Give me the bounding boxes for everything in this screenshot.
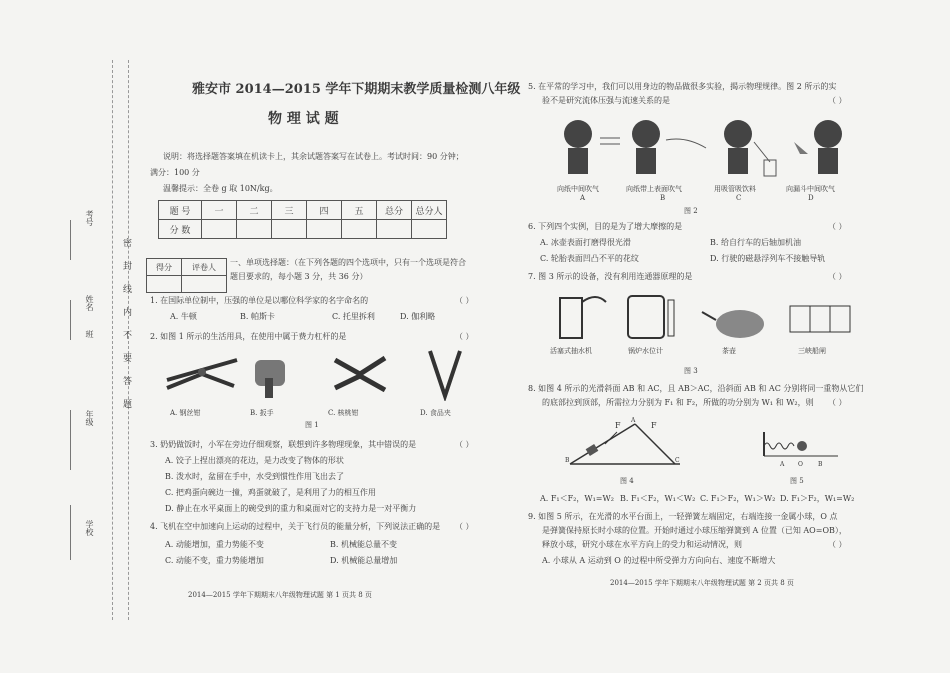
fig1-label-b: B. 扳手 (250, 409, 274, 417)
fig5-caption: 图 5 (790, 477, 804, 485)
exam-title: 雅安市 2014—2015 学年下期期末教学质量检测八年级 (192, 82, 521, 97)
wrench-figure (247, 352, 297, 400)
fig2-caption: 图 2 (684, 207, 698, 215)
table-cell: 分 数 (159, 220, 202, 239)
score-table (158, 200, 447, 239)
question-3: 3. 奶奶做饭时，小军在旁边仔细观察，联想到许多物理现象，其中错误的是 (150, 440, 417, 449)
name-label: 姓名 (85, 295, 94, 311)
subject-title: 物 理 试 题 (268, 111, 339, 127)
fig3-label-teapot: 茶壶 (722, 347, 736, 355)
q4-option-c: C. 动能不变，重力势能增加 (165, 556, 264, 565)
svg-text:C: C (675, 457, 680, 464)
q3-option-c: C. 把鸡蛋向碗边一撞，鸡蛋就破了，是利用了力的相互作用 (165, 488, 376, 497)
answer-paren[interactable]: （ ） (455, 296, 474, 305)
svg-text:O: O (798, 461, 803, 468)
binding-line-2 (112, 60, 113, 620)
answer-paren[interactable]: （ ） (828, 272, 847, 281)
fig2-letter-c: C (736, 194, 742, 202)
fig1-caption: 图 1 (305, 421, 319, 429)
score-table-header-row (159, 201, 447, 220)
tip-note: 温馨提示：全卷 g 取 10N/kg。 (163, 184, 278, 193)
table-cell: 二 (237, 201, 272, 220)
fig2-letter-a: A (580, 194, 586, 202)
left-footer: 2014—2015 学年下期期末八年级物理试题 第 1 页共 8 页 (188, 591, 372, 599)
fig3-caption: 图 3 (684, 367, 698, 375)
table-cell: 总分 (377, 201, 412, 220)
question-9-line2: 是弹簧保持原长时小球的位置。开始时通过小球压缩弹簧到 A 位置（已知 AO=OB）， (542, 526, 847, 535)
answer-paren[interactable]: （ ） (828, 96, 847, 105)
q3-option-b: B. 泼水时，盆留在手中，水受到惯性作用飞出去了 (165, 472, 344, 481)
figure-5-spring (760, 428, 840, 468)
answer-paren[interactable]: （ ） (828, 540, 847, 549)
answer-paren[interactable]: （ ） (828, 222, 847, 231)
grade-label: 年级 (85, 410, 94, 426)
answer-paren[interactable]: （ ） (455, 440, 474, 449)
answer-paren[interactable]: （ ） (455, 332, 474, 341)
score-input-cell[interactable] (377, 220, 412, 239)
question-4: 4. 飞机在空中加速向上运动的过程中，关于飞行员的能量分析，下列说法正确的是 (150, 522, 441, 531)
question-5-line2: 验不是研究流体压强与流速关系的是 (542, 96, 670, 105)
table-cell: 总分人 (412, 201, 447, 220)
seal-text: 密封线内不要答题 (121, 238, 131, 422)
score-input-cell[interactable] (182, 276, 227, 293)
q4-option-d: D. 机械能总量增加 (330, 556, 398, 565)
q3-option-a: A. 饺子上捏出漂亮的花边，是力改变了物体的形状 (165, 456, 344, 465)
fig3-label-boiler: 锅炉水位计 (628, 347, 663, 355)
table-cell: 评卷人 (182, 259, 227, 276)
food-tongs-figure (420, 346, 470, 401)
q8-option-d: D. F₁＞F₂，W₁=W₂ (780, 494, 855, 503)
question-9: 9. 如图 5 所示，在光滑的水平台面上，一轻弹簧左端固定，右端连接一金属小球，O 点 (528, 512, 838, 521)
q8-option-c: C. F₁＞F₂，W₁＞W₂ (700, 494, 776, 503)
fig1-label-a: A. 钢丝钳 (170, 409, 201, 417)
q9-option-a: A. 小球从 A 运动到 O 的过程中所受弹力方向向右、速度不断增大 (542, 556, 776, 565)
fig2-label-b: 向纸带上表面吹气 (626, 185, 682, 193)
q6-option-a: A. 冰壶表面打磨得很光滑 (540, 238, 631, 247)
question-7: 7. 图 3 所示的设备，没有利用连通器原理的是 (528, 272, 693, 281)
svg-text:B: B (565, 457, 570, 464)
instructions: 说明：将选择题答案填在机读卡上，其余试题答案写在试卷上。考试时间：90 分钟； (163, 152, 464, 161)
table-cell: 四 (307, 201, 342, 220)
q1-option-b: B. 帕斯卡 (240, 312, 275, 321)
fig2-letter-b: B (660, 194, 666, 202)
question-5: 5. 在平常的学习中，我们可以用身边的物品做很多实验，揭示物理规律。图 2 所示的实 (528, 82, 837, 91)
fig3-label-pump: 活塞式抽水机 (550, 347, 592, 355)
table-cell: 五 (342, 201, 377, 220)
school-label: 学校 (85, 520, 94, 536)
answer-paren[interactable]: （ ） (828, 398, 847, 407)
q1-option-a: A. 牛顿 (170, 312, 197, 321)
table-cell: 得分 (147, 259, 182, 276)
q6-option-c: C. 轮胎表面凹凸不平的花纹 (540, 254, 639, 263)
fig4-caption: 图 4 (620, 477, 634, 485)
table-cell: 一 (202, 201, 237, 220)
fig2-letter-d: D (808, 194, 814, 202)
table-cell: 题 号 (159, 201, 202, 220)
score-input-cell[interactable] (272, 220, 307, 239)
fig2-label-d: 向漏斗中间吹气 (786, 185, 835, 193)
question-2: 2. 如图 1 所示的生活用具，在使用中属于费力杠杆的是 (150, 332, 347, 341)
table-cell: 三 (272, 201, 307, 220)
q3-option-d: D. 静止在水平桌面上的碗受到的重力和桌面对它的支持力是一对平衡力 (165, 504, 417, 513)
q8-option-a: A. F₁＜F₂，W₁=W₂ (540, 494, 614, 503)
q1-option-c: C. 托里拆利 (332, 312, 375, 321)
figure-2-experiments (548, 112, 878, 180)
question-9-line3: 释放小球，研究小球在水平方向上的受力和运动情况，则 (542, 540, 742, 549)
q8-option-b: B. F₁＜F₂，W₁＜W₂ (620, 494, 696, 503)
svg-text:F: F (615, 421, 621, 430)
full-score: 满分：100 分 (150, 168, 200, 177)
q6-option-b: B. 给自行车的后轴加机油 (710, 238, 801, 247)
score-input-cell[interactable] (307, 220, 342, 239)
grader-table (146, 258, 227, 293)
svg-text:A: A (780, 461, 785, 468)
figure-4-inclines (565, 414, 685, 469)
fig1-label-c: C. 核桃钳 (328, 409, 359, 417)
score-input-cell[interactable] (202, 220, 237, 239)
exam-number-label: 考号 (85, 210, 94, 226)
svg-text:B: B (818, 461, 823, 468)
nutcracker-figure (330, 350, 390, 398)
pliers-figure (162, 350, 242, 400)
score-input-cell[interactable] (412, 220, 447, 239)
question-8-line2: 的底部拉到顶部，所需拉力分别为 F₁ 和 F₂，所做的功分别为 W₁ 和 W₂，则 (542, 398, 814, 407)
score-input-cell[interactable] (237, 220, 272, 239)
figure-3-devices (540, 288, 860, 343)
fig3-label-lock: 三峡船闸 (798, 347, 826, 355)
right-footer: 2014—2015 学年下期期末八年级物理试题 第 2 页共 8 页 (610, 579, 794, 587)
svg-text:F: F (651, 421, 657, 430)
question-6: 6. 下列四个实例，目的是为了增大摩擦的是 (528, 222, 683, 231)
score-input-cell[interactable] (342, 220, 377, 239)
score-table-value-row (159, 220, 447, 239)
fig2-label-a: 向纸中间吹气 (557, 185, 599, 193)
fig1-label-d: D. 食品夹 (420, 409, 451, 417)
class-label: 班 (85, 330, 94, 338)
q6-option-d: D. 行驶的磁悬浮列车不接触导轨 (710, 254, 826, 263)
q4-option-b: B. 机械能总量不变 (330, 540, 397, 549)
q1-option-d: D. 伽利略 (400, 312, 436, 321)
question-1: 1. 在国际单位制中，压强的单位是以哪位科学家的名字命名的 (150, 296, 369, 305)
question-8: 8. 如图 4 所示的光滑斜面 AB 和 AC，且 AB＞AC，沿斜面 AB 和 AC 分别将同一重物从它们 (528, 384, 864, 393)
q4-option-a: A. 动能增加，重力势能不变 (165, 540, 264, 549)
section-heading: 一、单项选择题：（在下列各题的四个选项中，只有一个选项是符合 (230, 258, 466, 267)
answer-paren[interactable]: （ ） (455, 522, 474, 531)
fig2-label-c: 用吸管吸饮料 (714, 185, 756, 193)
score-input-cell[interactable] (147, 276, 182, 293)
svg-text:A: A (631, 417, 636, 424)
section-heading-line2: 题目要求的，每小题 3 分，共 36 分） (230, 272, 368, 281)
